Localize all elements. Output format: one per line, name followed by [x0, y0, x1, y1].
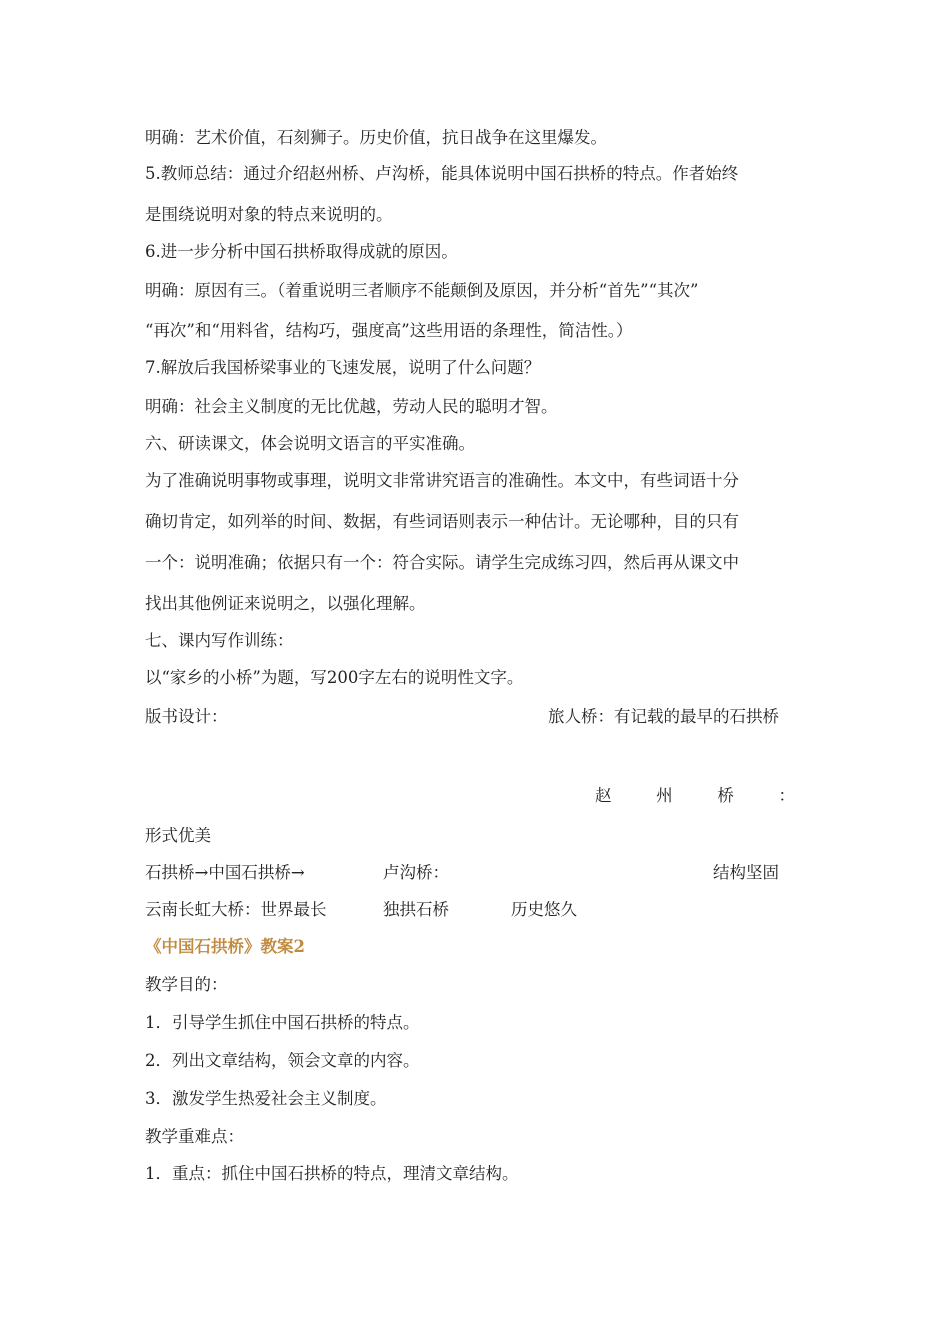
- board-label: 版书设计：: [145, 707, 228, 726]
- text-line: 教学目的：: [145, 975, 228, 994]
- text-line: 6.进一步分析中国石拱桥取得成就的原因。: [145, 242, 458, 261]
- board-char: 州: [656, 786, 673, 805]
- text-line: 为了准确说明事物或事理，说明文非常讲究语言的准确性。本文中，有些词语十分: [145, 471, 739, 490]
- text-line: 明确：艺术价值，石刻狮子。历史价值，抗日战争在这里爆发。: [145, 128, 607, 147]
- section-heading: 七、课内写作训练：: [145, 631, 294, 650]
- text-line: 找出其他例证来说明之，以强化理解。: [145, 594, 426, 613]
- board-chain: 石拱桥→中国石拱桥→: [145, 863, 305, 882]
- section-heading: 六、研读课文，体会说明文语言的平实准确。: [145, 434, 475, 453]
- board-lvren: 旅人桥：有记载的最早的石拱桥: [548, 707, 779, 726]
- board-lugou: 卢沟桥：: [383, 863, 449, 882]
- text-line: 2．列出文章结构，领会文章的内容。: [145, 1051, 420, 1070]
- text-line: 确切肯定，如列举的时间、数据，有些词语则表示一种估计。无论哪种，目的只有: [145, 512, 739, 531]
- text-line: 明确：社会主义制度的无比优越，劳动人民的聪明才智。: [145, 397, 558, 416]
- text-line: 5.教师总结：通过介绍赵州桥、卢沟桥，能具体说明中国石拱桥的特点。作者始终: [145, 164, 739, 183]
- board-yunnan: 云南长虹大桥：世界最长: [145, 900, 327, 919]
- board-lishi: 历史悠久: [511, 900, 577, 919]
- board-jiegou: 结构坚固: [713, 863, 779, 882]
- text-line: 教学重难点：: [145, 1127, 244, 1146]
- board-xingshi: 形式优美: [145, 826, 211, 845]
- text-line: “再次”和“用料省，结构巧，强度高”这些用语的条理性，简洁性。）: [145, 321, 633, 340]
- board-zhaozhou: [595, 786, 795, 806]
- text-line: 7.解放后我国桥梁事业的飞速发展，说明了什么问题？: [145, 358, 541, 377]
- text-line: 一个：说明准确；依据只有一个：符合实际。请学生完成练习四，然后再从课文中: [145, 553, 739, 572]
- text-line: 1．引导学生抓住中国石拱桥的特点。: [145, 1013, 420, 1032]
- section2-title: 《中国石拱桥》教案2: [145, 937, 305, 956]
- text-line: 是围绕说明对象的特点来说明的。: [145, 205, 393, 224]
- text-line: 3．激发学生热爱社会主义制度。: [145, 1089, 387, 1108]
- text-line: 以“家乡的小桥”为题，写200字左右的说明性文字。: [145, 668, 524, 687]
- board-char: ：: [778, 786, 795, 805]
- text-line: 1．重点：抓住中国石拱桥的特点，理清文章结构。: [145, 1164, 519, 1183]
- board-dugong: 独拱石桥: [383, 900, 449, 919]
- board-char: 赵: [595, 786, 612, 805]
- text-line: 明确：原因有三。（着重说明三者顺序不能颠倒及原因，并分析“首先”“其次”: [145, 281, 699, 300]
- board-char: 桥: [717, 786, 734, 805]
